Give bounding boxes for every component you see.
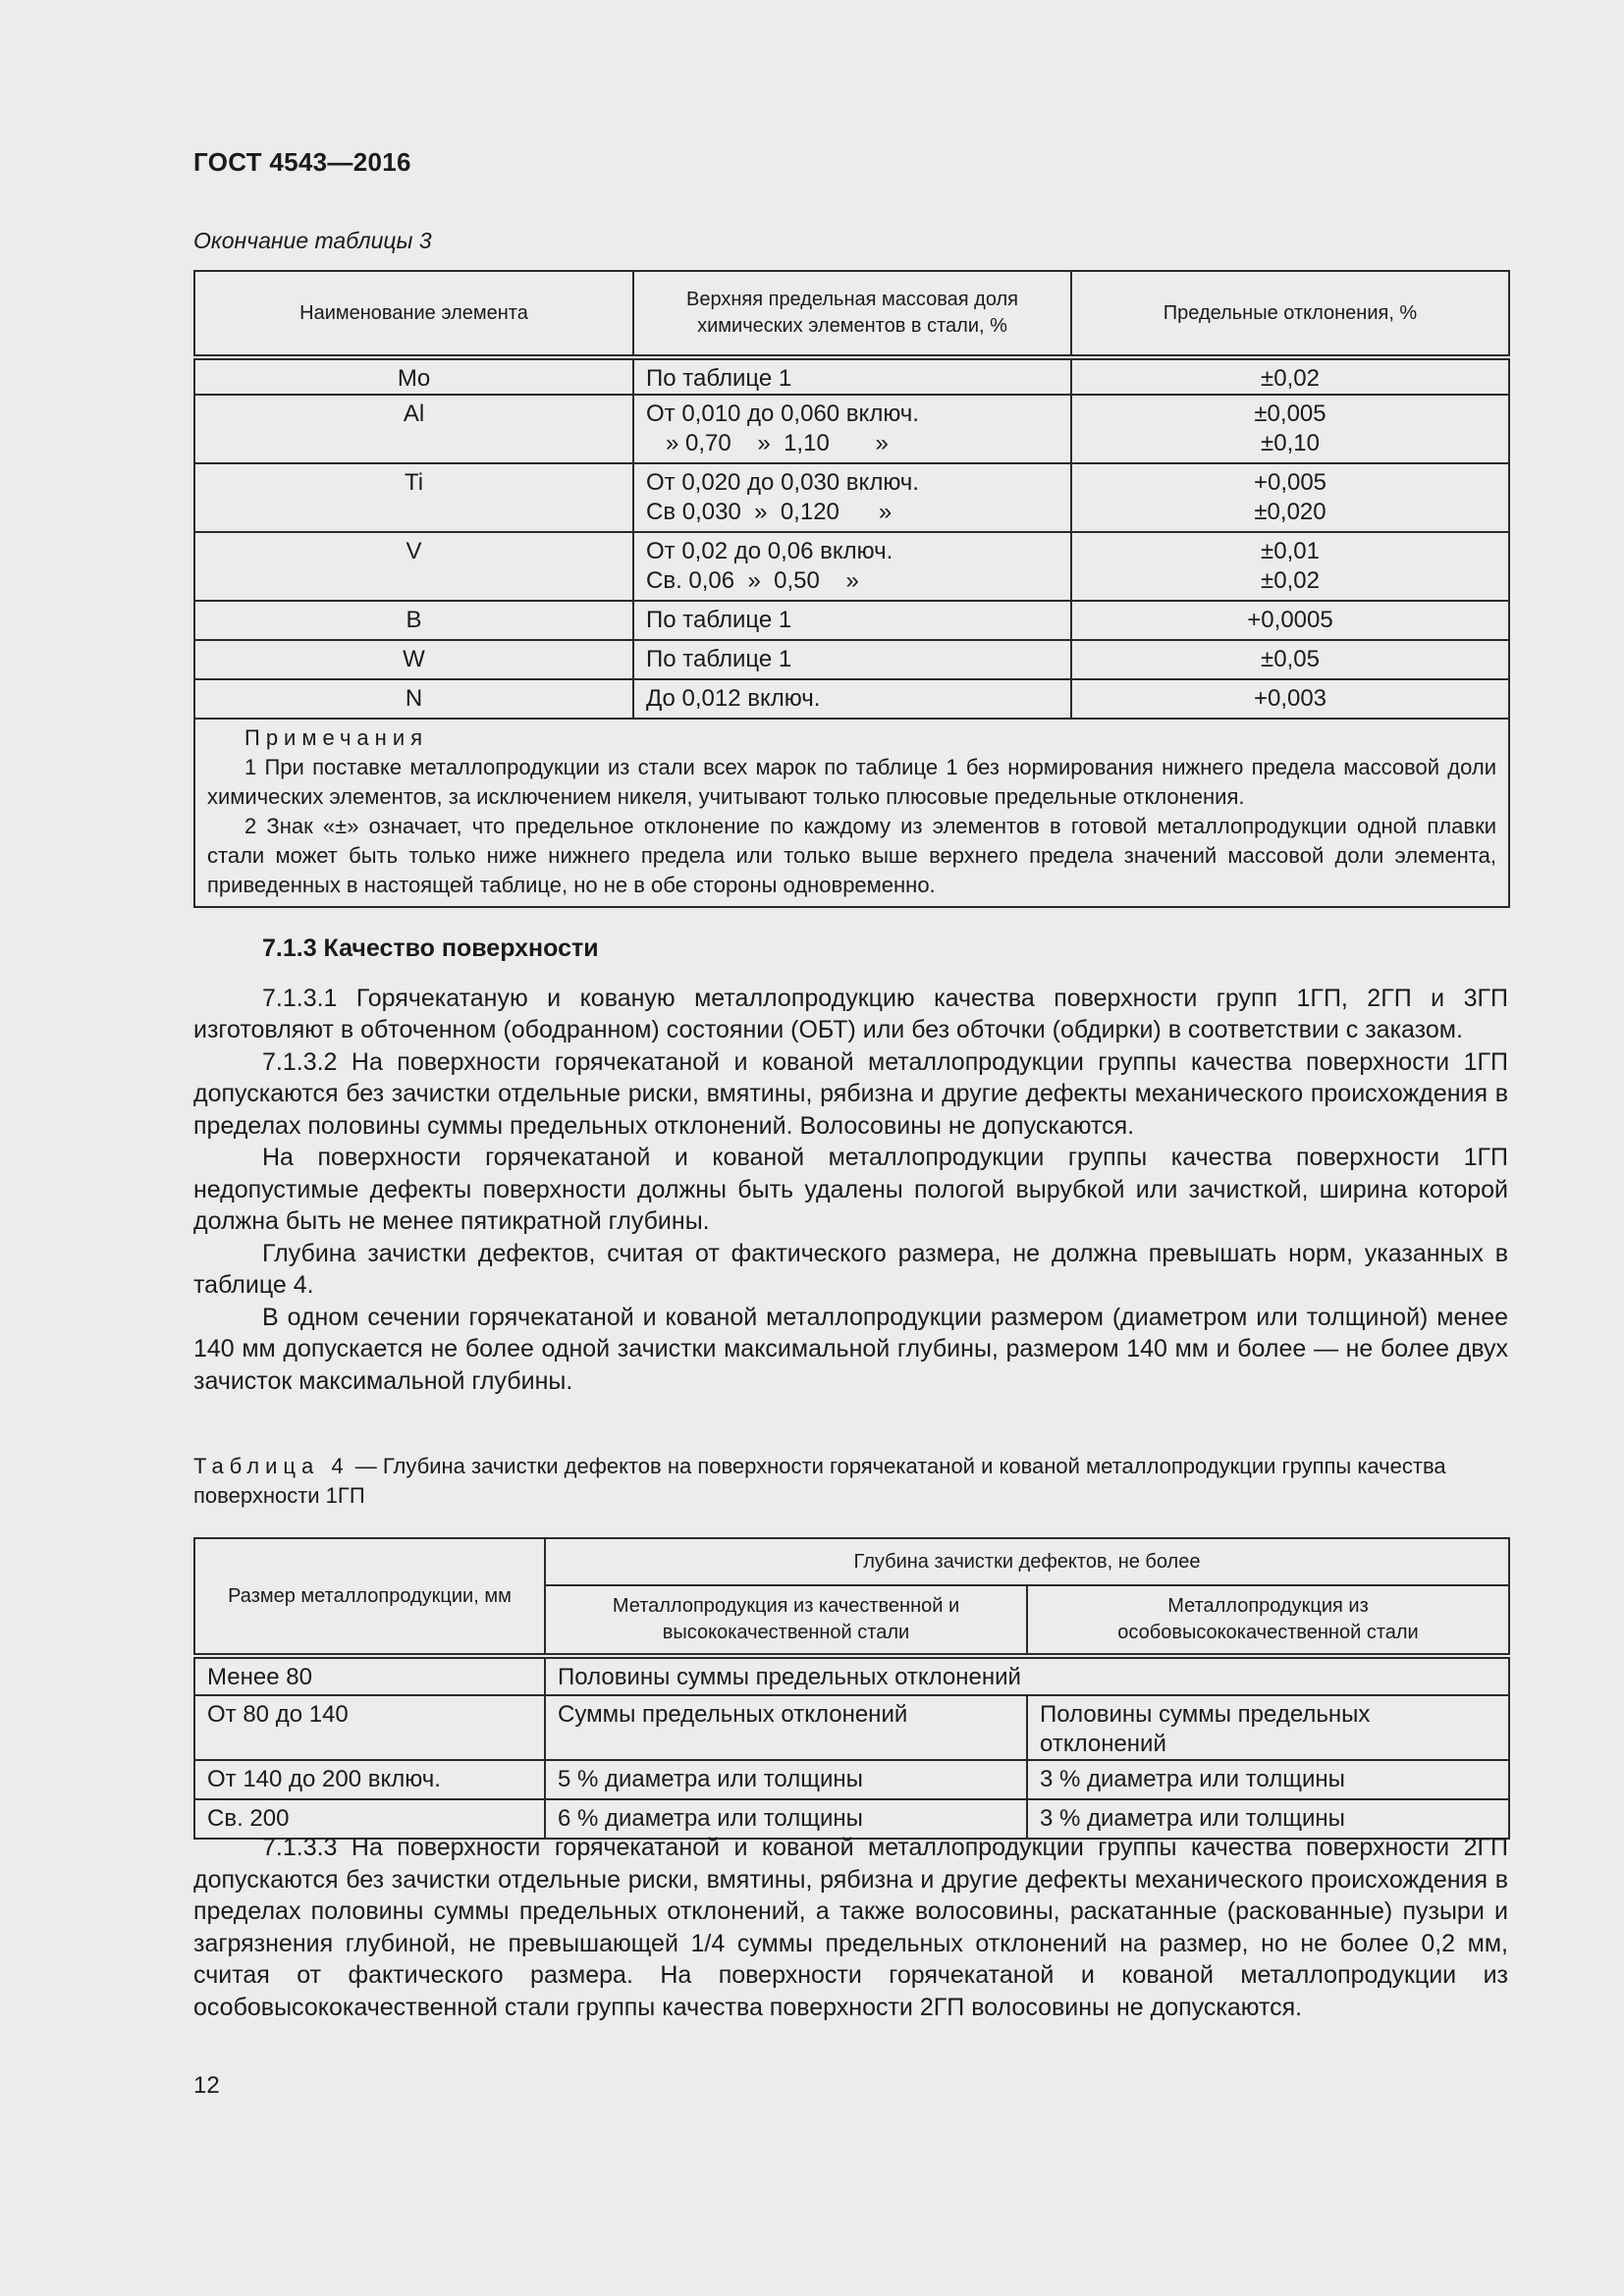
size-cell: От 80 до 140 (194, 1695, 545, 1760)
table3-col-range: Верхняя предельная массовая доля химических элементов в стали, % (633, 271, 1071, 357)
paragraph: 7.1.3.2 На поверхности горячекатаной и кованой металлопродукции группы качества поверхности 1ГП допускаются без зачистки отдельные риски, вмятины, рябизна и другие дефекты механического происхождения в пределах половины суммы предельных отклонений. Волосовины не допускаются. (193, 1047, 1508, 1140)
table3-col-dev: Предельные отклонения, % (1071, 271, 1509, 357)
depth-cell: 5 % диаметра или толщины (545, 1760, 1027, 1799)
note-2: 2 Знак «±» означает, что предельное отклонение по каждому из элементов в готовой металлопродукции одной плавки стали может быть только ниже нижнего предела или только выше верхнего предела значений массовой доли элемента, приведенных в настоящей таблице, но не в обе стороны одновременно. (207, 814, 1496, 897)
table4-label: Таблица 4 (193, 1454, 350, 1478)
range-cell: До 0,012 включ. (633, 679, 1071, 719)
size-cell: Менее 80 (194, 1656, 545, 1695)
table3-caption: Окончание таблицы 3 (193, 228, 432, 253)
dev-cell: ±0,02 (1071, 357, 1509, 395)
size-cell: От 140 до 200 включ. (194, 1760, 545, 1799)
element-cell: V (194, 532, 633, 601)
table4-title (193, 1452, 1508, 1511)
range-cell: От 0,020 до 0,030 включ. Св 0,030 » 0,120 » (633, 463, 1071, 532)
table4-col-b: Металлопродукция из особовысококачественной стали (1027, 1585, 1509, 1656)
table-row (194, 357, 1509, 395)
paragraph: Глубина зачистки дефектов, считая от фактического размера, не должна превышать норм, указанных в таблице 4. (193, 1239, 1508, 1299)
paragraph: 7.1.3.3 На поверхности горячекатаной и кованой металлопродукции группы качества поверхности 2ГП допускаются без зачистки отдельные риски, вмятины, рябизна и другие дефекты механического происхождения в пределах половины суммы предельных отклонений, а также волосовины, раскатанные (раскованные) пузыри и загрязнения глубиной, не превышающей 1/4 суммы предельных отклонений на размер, но не более 0,2 мм, считая от фактического размера. На поверхности горячекатаной и кованой металлопродукции из особовысококачественной стали группы качества поверхности 2ГП волосовины не допускаются. (193, 1834, 1508, 2021)
element-cell: W (194, 640, 633, 679)
table-row (194, 679, 1509, 719)
size-cell: Св. 200 (194, 1799, 545, 1839)
table3-notes (194, 719, 1509, 907)
table4-col-a: Металлопродукция из качественной и высококачественной стали (545, 1585, 1027, 1656)
depth-cell: 3 % диаметра или толщины (1027, 1799, 1509, 1839)
table4-col-size: Размер металлопродукции, мм (194, 1538, 545, 1656)
paragraph: 7.1.3.1 Горячекатаную и кованую металлопродукцию качества поверхности групп 1ГП, 2ГП и 3ГП изготовляют в обточенном (ободранном) состоянии (ОБТ) или без обточки (обдирки) в соответствии с заказом. (193, 984, 1508, 1043)
page-number: 12 (193, 2072, 220, 2099)
depth-cell: Половины суммы предельных отклонений (1027, 1695, 1509, 1760)
table-row (194, 640, 1509, 679)
paragraph: На поверхности горячекатаной и кованой металлопродукции группы качества поверхности 1ГП недопустимые дефекты поверхности должны быть удалены пологой вырубкой или зачисткой, ширина которой должна быть не менее пятикратной глубины. (193, 1144, 1508, 1235)
table-row (194, 1695, 1509, 1760)
table4-col-group: Глубина зачистки дефектов, не более (545, 1538, 1509, 1585)
table-row (194, 395, 1509, 463)
table3-col-element: Наименование элемента (194, 271, 633, 357)
depth-cell: 6 % диаметра или толщины (545, 1799, 1027, 1839)
table-row (194, 601, 1509, 640)
dev-cell: +0,005 ±0,020 (1071, 463, 1509, 532)
document-header: ГОСТ 4543—2016 (193, 147, 411, 177)
range-cell: По таблице 1 (633, 357, 1071, 395)
range-cell: От 0,010 до 0,060 включ. » 0,70 » 1,10 » (633, 395, 1071, 463)
dev-cell: ±0,05 (1071, 640, 1509, 679)
table-row (194, 1760, 1509, 1799)
table4-title-text: — Глубина зачистки дефектов на поверхности горячекатаной и кованой металлопродукции группы качества поверхности 1ГП (193, 1454, 1446, 1508)
section-heading: 7.1.3 Качество поверхности (262, 934, 599, 962)
notes-title: Примечания (244, 725, 429, 750)
dev-cell: ±0,01 ±0,02 (1071, 532, 1509, 601)
element-cell: Mo (194, 357, 633, 395)
table-3 (193, 270, 1510, 908)
dev-cell: +0,0005 (1071, 601, 1509, 640)
dev-cell: +0,003 (1071, 679, 1509, 719)
element-cell: Ti (194, 463, 633, 532)
depth-cell: Суммы предельных отклонений (545, 1695, 1027, 1760)
paragraph: В одном сечении горячекатаной и кованой металлопродукции размером (диаметром или толщиной) менее 140 мм допускается не более одной зачистки максимальной глубины, размером 140 мм и более — не более двух зачисток максимальной глубины. (193, 1303, 1508, 1395)
depth-cell: 3 % диаметра или толщины (1027, 1760, 1509, 1799)
table-4 (193, 1537, 1510, 1840)
element-cell: Al (194, 395, 633, 463)
section-7-1-3 (193, 933, 1508, 1397)
element-cell: N (194, 679, 633, 719)
depth-cell: Половины суммы предельных отклонений (545, 1656, 1509, 1695)
range-cell: По таблице 1 (633, 601, 1071, 640)
table-row (194, 532, 1509, 601)
dev-cell: ±0,005 ±0,10 (1071, 395, 1509, 463)
range-cell: От 0,02 до 0,06 включ. Св. 0,06 » 0,50 » (633, 532, 1071, 601)
note-1: 1 При поставке металлопродукции из стали всех марок по таблице 1 без нормирования нижнего предела массовой доли химических элементов, за исключением никеля, учитывают только плюсовые предельные отклонения. (207, 755, 1496, 809)
table-row (194, 1656, 1509, 1695)
range-cell: По таблице 1 (633, 640, 1071, 679)
section-7-1-3-3 (193, 1832, 1508, 2023)
table-row (194, 463, 1509, 532)
element-cell: B (194, 601, 633, 640)
table-notes-row (194, 719, 1509, 907)
